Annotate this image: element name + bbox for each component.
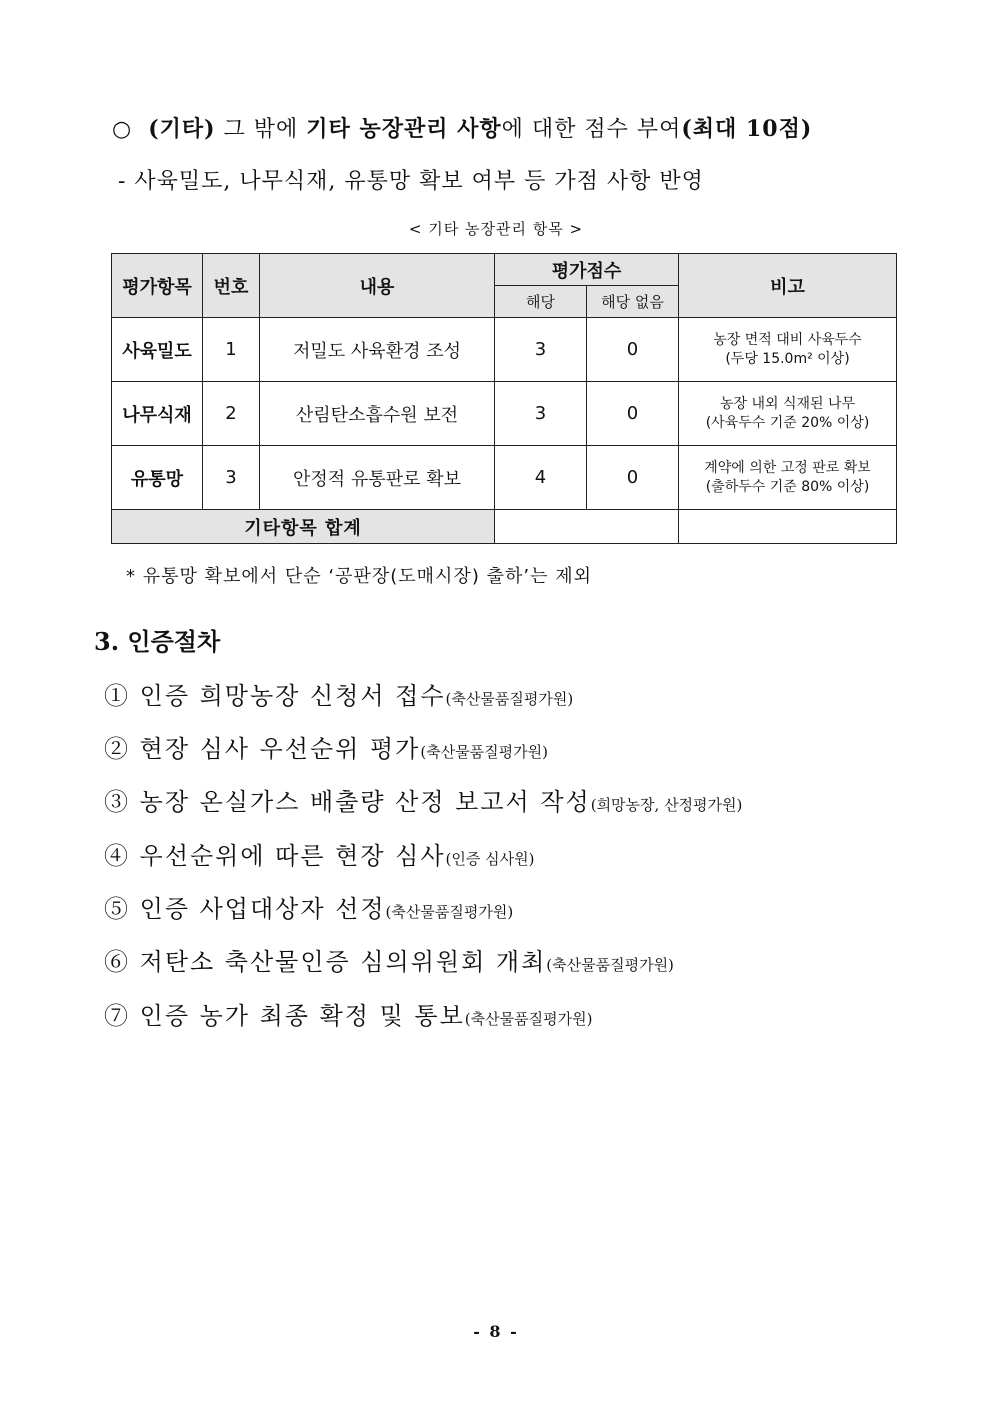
step-org: (희망농장, 산정평가원) [590,796,743,814]
row-score-no: 0 [587,318,679,382]
step-item [104,889,513,924]
row-score-no: 0 [587,382,679,446]
step-org: (축산물품질평가원) [445,690,574,708]
row-score-yes: 3 [495,318,587,382]
table-row [112,318,897,382]
section-title: 3. 인증절차 [94,627,221,656]
evaluation-table [111,253,897,544]
step-org: (축산물품질평가원) [420,743,548,761]
header-remarks: 비고 [679,254,897,318]
table-caption: < 기타 농장관리 항목 > [408,220,584,238]
step-text: ⑦ 인증 농가 최종 확정 및 통보 [104,1002,465,1030]
row-number: 2 [203,382,260,446]
total-remarks [679,510,897,544]
step-text: ③ 농장 온실가스 배출량 산정 보고서 작성 [104,788,591,816]
intro-subline: - 사육밀도, 나무식재, 유통망 확보 여부 등 가점 사항 반영 [118,169,704,194]
step-text: ⑥ 저탄소 축산물인증 심의위원회 개최 [104,948,547,976]
header-item: 평가항목 [112,254,203,318]
row-content: 안정적 유통판로 확보 [260,446,495,510]
row-number: 3 [203,446,260,510]
step-org: (축산물품질평가원) [546,956,674,974]
step-item [104,942,674,977]
step-org: (축산물품질평가원) [385,903,514,921]
step-org: (축산물품질평가원) [464,1010,593,1028]
total-row [112,510,897,544]
header-not-applicable: 해당 없음 [587,286,679,318]
row-item: 유통망 [112,446,203,510]
intro-text-2: 에 대한 점수 부여 [501,117,682,142]
step-text: ① 인증 희망농장 신청서 접수 [104,682,446,710]
intro-emphasis: 기타 농장관리 사항 [306,116,502,142]
step-text: ④ 우선순위에 따른 현장 심사 [104,842,446,870]
row-item: 사육밀도 [112,318,203,382]
header-applicable: 해당 [495,286,587,318]
remark-line: 농장 내외 식재된 나무 [719,395,856,412]
intro-max-score: (최대 10점) [681,116,813,142]
step-text: ⑤ 인증 사업대상자 선정 [104,895,386,923]
step-item [104,836,534,871]
header-content: 내용 [260,254,495,318]
row-content: 저밀도 사육환경 조성 [260,318,495,382]
total-label: 기타항목 합계 [112,510,495,544]
intro-text-1: 그 밖에 [215,117,307,142]
table-row [112,382,897,446]
remark-line: (출하두수 기준 80% 이상) [705,478,870,495]
row-item: 나무식재 [112,382,203,446]
remark-line: (사육두수 기준 20% 이상) [705,414,870,431]
page-number: - 8 - [473,1322,519,1341]
row-remarks [679,318,897,382]
step-item [104,782,742,817]
remark-line: (두당 15.0m² 이상) [725,350,850,367]
total-score [495,510,679,544]
row-number: 1 [203,318,260,382]
step-text: ② 현장 심사 우선순위 평가 [104,735,421,763]
row-remarks [679,446,897,510]
step-item [104,676,573,711]
row-score-yes: 4 [495,446,587,510]
step-item [104,996,592,1031]
footnote: * 유통망 확보에서 단순 ‘공판장(도매시장) 출하’는 제외 [126,566,592,587]
bullet-icon: ○ [112,117,133,142]
remark-line: 농장 면적 대비 사육두수 [713,331,862,348]
step-item [104,729,548,764]
table-row [112,446,897,510]
remark-line: 계약에 의한 고정 판로 확보 [704,459,871,476]
header-score: 평가점수 [495,254,679,286]
row-score-no: 0 [587,446,679,510]
row-content: 산림탄소흡수원 보전 [260,382,495,446]
intro-tag: (기타) [148,116,216,142]
row-score-yes: 3 [495,382,587,446]
row-remarks [679,382,897,446]
header-number: 번호 [203,254,260,318]
step-org: (인증 심사원) [445,850,535,868]
intro-line [112,112,812,143]
